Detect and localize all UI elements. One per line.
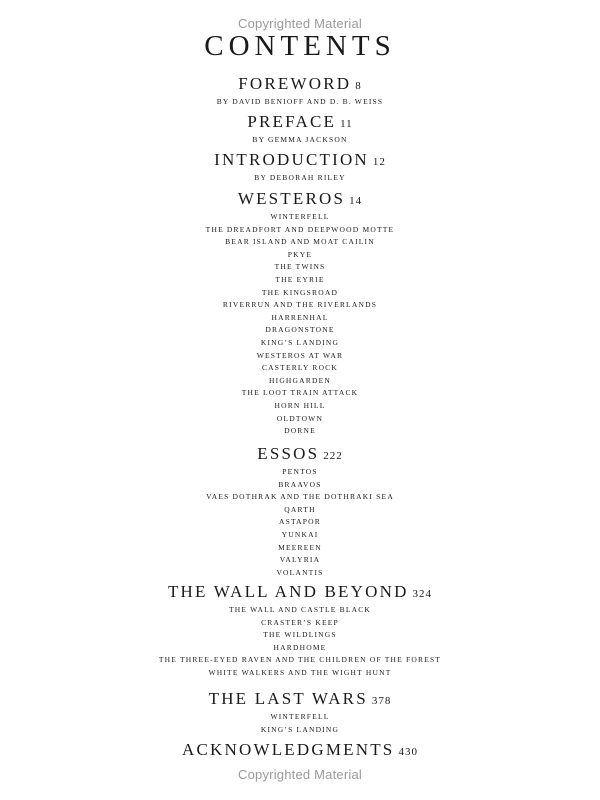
list-item: WESTEROS AT WAR — [256, 350, 344, 360]
list-item: CRASTER’S KEEP — [261, 617, 339, 627]
list-item: OLDTOWN — [276, 413, 324, 423]
section-page-number: 430 — [398, 746, 418, 758]
list-item: THE EYRIE — [275, 274, 325, 284]
section-page-number: 11 — [340, 118, 353, 130]
list-item: VOLANTIS — [276, 567, 324, 577]
section-introduction — [0, 150, 600, 183]
watermark-bottom: Copyrighted Material — [238, 767, 362, 782]
section-heading: WESTEROS 14 — [237, 189, 363, 208]
section-acknowledgments — [0, 740, 600, 762]
section-heading: PREFACE 11 — [247, 112, 353, 131]
section-item-list — [0, 211, 600, 438]
section-heading: ACKNOWLEDGMENTS 430 — [182, 740, 418, 759]
section-byline: BY DAVID BENIOFF AND D. B. WEISS — [216, 97, 384, 106]
list-item: THE TWINS — [274, 262, 326, 272]
list-item: THE KINGSROAD — [261, 287, 339, 297]
section-item-list — [0, 466, 600, 579]
section-heading: INTRODUCTION 12 — [214, 150, 386, 169]
list-item: THE WALL AND CASTLE BLACK — [228, 605, 372, 614]
list-item: WINTERFELL — [270, 212, 330, 221]
list-item: PENTOS — [282, 467, 318, 476]
list-item: DRAGONSTONE — [265, 325, 335, 335]
list-item: KING’S LANDING — [260, 724, 340, 734]
section-the-last-wars — [0, 689, 600, 736]
list-item: WHITE WALKERS AND THE WIGHT HUNT — [208, 667, 392, 677]
list-item: QARTH — [284, 504, 316, 514]
section-item-list — [0, 604, 600, 680]
list-item: HIGHGARDEN — [269, 375, 331, 385]
watermark-top: Copyrighted Material — [238, 16, 362, 31]
list-item: THE WILDLINGS — [263, 630, 337, 640]
section-heading: THE LAST WARS 378 — [208, 689, 392, 708]
section-page-number: 324 — [412, 588, 433, 600]
list-item: KING’S LANDING — [260, 337, 340, 347]
section-page-number: 14 — [349, 195, 363, 207]
list-item: HARDHOME — [273, 642, 327, 652]
section-foreword — [0, 74, 600, 107]
section-heading: FOREWORD 8 — [238, 74, 362, 93]
list-item: YUNKAI — [281, 529, 319, 539]
section-preface — [0, 112, 600, 145]
section-page-number: 378 — [371, 695, 392, 707]
section-page-number: 12 — [372, 156, 386, 168]
section-item-list — [0, 711, 600, 736]
section-heading: ESSOS 222 — [257, 444, 343, 463]
list-item: THE LOOT TRAIN ATTACK — [241, 388, 359, 398]
list-item: HARRENHAL — [271, 312, 329, 322]
section-the-wall-and-beyond — [0, 582, 600, 680]
list-item: BRAAVOS — [278, 479, 322, 489]
section-page-number: 8 — [355, 80, 362, 92]
list-item: WINTERFELL — [270, 712, 330, 721]
section-essos — [0, 444, 600, 579]
list-item: VALYRIA — [279, 555, 321, 565]
list-item: HORN HILL — [274, 400, 326, 410]
section-byline: BY DEBORAH RILEY — [254, 173, 346, 182]
list-item: ASTAPOR — [279, 517, 321, 527]
list-item: RIVERRUN AND THE RIVERLANDS — [222, 300, 378, 310]
section-byline: BY GEMMA JACKSON — [252, 135, 348, 144]
list-item: VAES DOTHRAK AND THE DOTHRAKI SEA — [206, 492, 394, 502]
list-item: CASTERLY ROCK — [261, 363, 339, 373]
list-item: PKYE — [287, 249, 313, 259]
list-item: THE DREADFORT AND DEEPWOOD MOTTE — [205, 224, 395, 234]
list-item: BEAR ISLAND AND MOAT CAILIN — [225, 237, 375, 247]
list-item: MEEREEN — [278, 542, 322, 552]
section-westeros — [0, 189, 600, 438]
section-page-number: 222 — [323, 450, 343, 462]
page-title: CONTENTS — [204, 30, 396, 62]
list-item: DORNE — [284, 426, 316, 436]
list-item: THE THREE-EYED RAVEN AND THE CHILDREN OF THE FOREST — [158, 655, 442, 665]
section-heading: THE WALL AND BEYOND 324 — [167, 582, 433, 601]
